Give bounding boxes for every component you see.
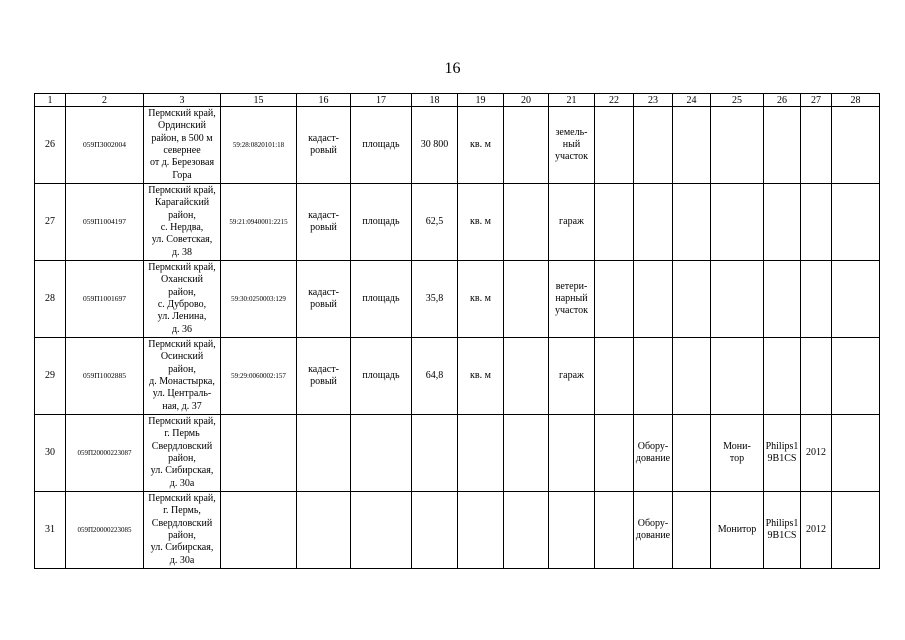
c25-cell [711,184,764,261]
c16-cell: кадаст- ровый [297,107,351,184]
object-code-cell: 059П1002885 [66,338,144,415]
c19-cell [458,492,504,569]
column-header: 2 [66,94,144,107]
c17-cell: площадь [351,261,412,338]
row-number-cell: 27 [35,184,66,261]
c17-cell: площадь [351,338,412,415]
c23-cell [634,338,673,415]
c21-cell [549,492,595,569]
c22-cell [595,261,634,338]
row-number-cell: 28 [35,261,66,338]
header-row [35,94,880,107]
c22-cell [595,107,634,184]
address-cell: Пермский край, г. Пермь Свердловский район, ул. Сибирская, д. 30а [144,415,221,492]
cadastral-number-cell: 59:21:0940001:2215 [221,184,297,261]
column-header: 28 [832,94,880,107]
column-header: 21 [549,94,595,107]
c27-cell [801,338,832,415]
address-cell: Пермский край, Оханский район, с. Дуброво, ул. Ленина, д. 36 [144,261,221,338]
c25-cell [711,338,764,415]
c28-cell [832,492,880,569]
c16-cell [297,492,351,569]
table-row [35,107,880,184]
c20-cell [504,338,549,415]
c20-cell [504,492,549,569]
column-header: 22 [595,94,634,107]
c18-cell: 35,8 [412,261,458,338]
c23-cell [634,107,673,184]
c20-cell [504,261,549,338]
c27-cell: 2012 [801,492,832,569]
c19-cell: кв. м [458,338,504,415]
cadastral-number-cell: 59:28:0820101:18 [221,107,297,184]
c22-cell [595,184,634,261]
c26-cell: Philips1 9B1CS [764,415,801,492]
c21-cell: гараж [549,338,595,415]
c22-cell [595,492,634,569]
column-header: 18 [412,94,458,107]
c25-cell [711,107,764,184]
c19-cell: кв. м [458,107,504,184]
column-header: 24 [673,94,711,107]
c24-cell [673,107,711,184]
c24-cell [673,415,711,492]
column-header: 25 [711,94,764,107]
registry-table [34,93,880,569]
c20-cell [504,184,549,261]
table-row [35,492,880,569]
page-number: 16 [444,60,461,77]
column-header: 20 [504,94,549,107]
c28-cell [832,338,880,415]
row-number-cell: 29 [35,338,66,415]
c25-cell: Монитор [711,492,764,569]
c19-cell: кв. м [458,184,504,261]
column-header: 17 [351,94,412,107]
column-header: 26 [764,94,801,107]
c20-cell [504,415,549,492]
c23-cell: Обору- дование [634,492,673,569]
address-cell: Пермский край, г. Пермь, Свердловский район, ул. Сибирская, д. 30а [144,492,221,569]
c27-cell: 2012 [801,415,832,492]
c24-cell [673,184,711,261]
table-row [35,415,880,492]
c28-cell [832,415,880,492]
c24-cell [673,261,711,338]
c22-cell [595,338,634,415]
c26-cell [764,184,801,261]
c26-cell [764,338,801,415]
row-number-cell: 30 [35,415,66,492]
c16-cell [297,415,351,492]
cadastral-number-cell [221,492,297,569]
c27-cell [801,261,832,338]
c21-cell: земель- ный участок [549,107,595,184]
column-header: 19 [458,94,504,107]
c26-cell [764,261,801,338]
c18-cell: 64,8 [412,338,458,415]
c17-cell [351,415,412,492]
c19-cell [458,415,504,492]
c27-cell [801,184,832,261]
c17-cell: площадь [351,184,412,261]
c28-cell [832,261,880,338]
c24-cell [673,492,711,569]
address-cell: Пермский край, Осинский район, д. Монастырка, ул. Централь- ная, д. 37 [144,338,221,415]
c17-cell: площадь [351,107,412,184]
column-header: 3 [144,94,221,107]
c22-cell [595,415,634,492]
c25-cell [711,261,764,338]
c24-cell [673,338,711,415]
c23-cell: Обору- дование [634,415,673,492]
column-header: 15 [221,94,297,107]
cadastral-number-cell: 59:30:0250003:129 [221,261,297,338]
c26-cell [764,107,801,184]
c18-cell: 30 800 [412,107,458,184]
c21-cell [549,415,595,492]
column-header: 23 [634,94,673,107]
c20-cell [504,107,549,184]
object-code-cell: 059П1004197 [66,184,144,261]
address-cell: Пермский край, Ординский район, в 500 м севернее от д. Березовая Гора [144,107,221,184]
column-header: 16 [297,94,351,107]
c21-cell: гараж [549,184,595,261]
c18-cell: 62,5 [412,184,458,261]
object-code-cell: 059П20000223085 [66,492,144,569]
c17-cell [351,492,412,569]
c25-cell: Мони- тор [711,415,764,492]
object-code-cell: 059П3002004 [66,107,144,184]
c18-cell [412,492,458,569]
c18-cell [412,415,458,492]
column-header: 1 [35,94,66,107]
c23-cell [634,261,673,338]
table-row [35,338,880,415]
c28-cell [832,107,880,184]
c27-cell [801,107,832,184]
c16-cell: кадаст- ровый [297,338,351,415]
c26-cell: Philips1 9B1CS [764,492,801,569]
table-row [35,184,880,261]
object-code-cell: 059П1001697 [66,261,144,338]
c19-cell: кв. м [458,261,504,338]
object-code-cell: 059П20000223087 [66,415,144,492]
table-row [35,261,880,338]
c23-cell [634,184,673,261]
c16-cell: кадаст- ровый [297,261,351,338]
c21-cell: ветери- нарный участок [549,261,595,338]
column-header: 27 [801,94,832,107]
c28-cell [832,184,880,261]
address-cell: Пермский край, Карагайский район, с. Нердва, ул. Советская, д. 38 [144,184,221,261]
row-number-cell: 31 [35,492,66,569]
cadastral-number-cell: 59:29:0060002:157 [221,338,297,415]
cadastral-number-cell [221,415,297,492]
row-number-cell: 26 [35,107,66,184]
c16-cell: кадаст- ровый [297,184,351,261]
